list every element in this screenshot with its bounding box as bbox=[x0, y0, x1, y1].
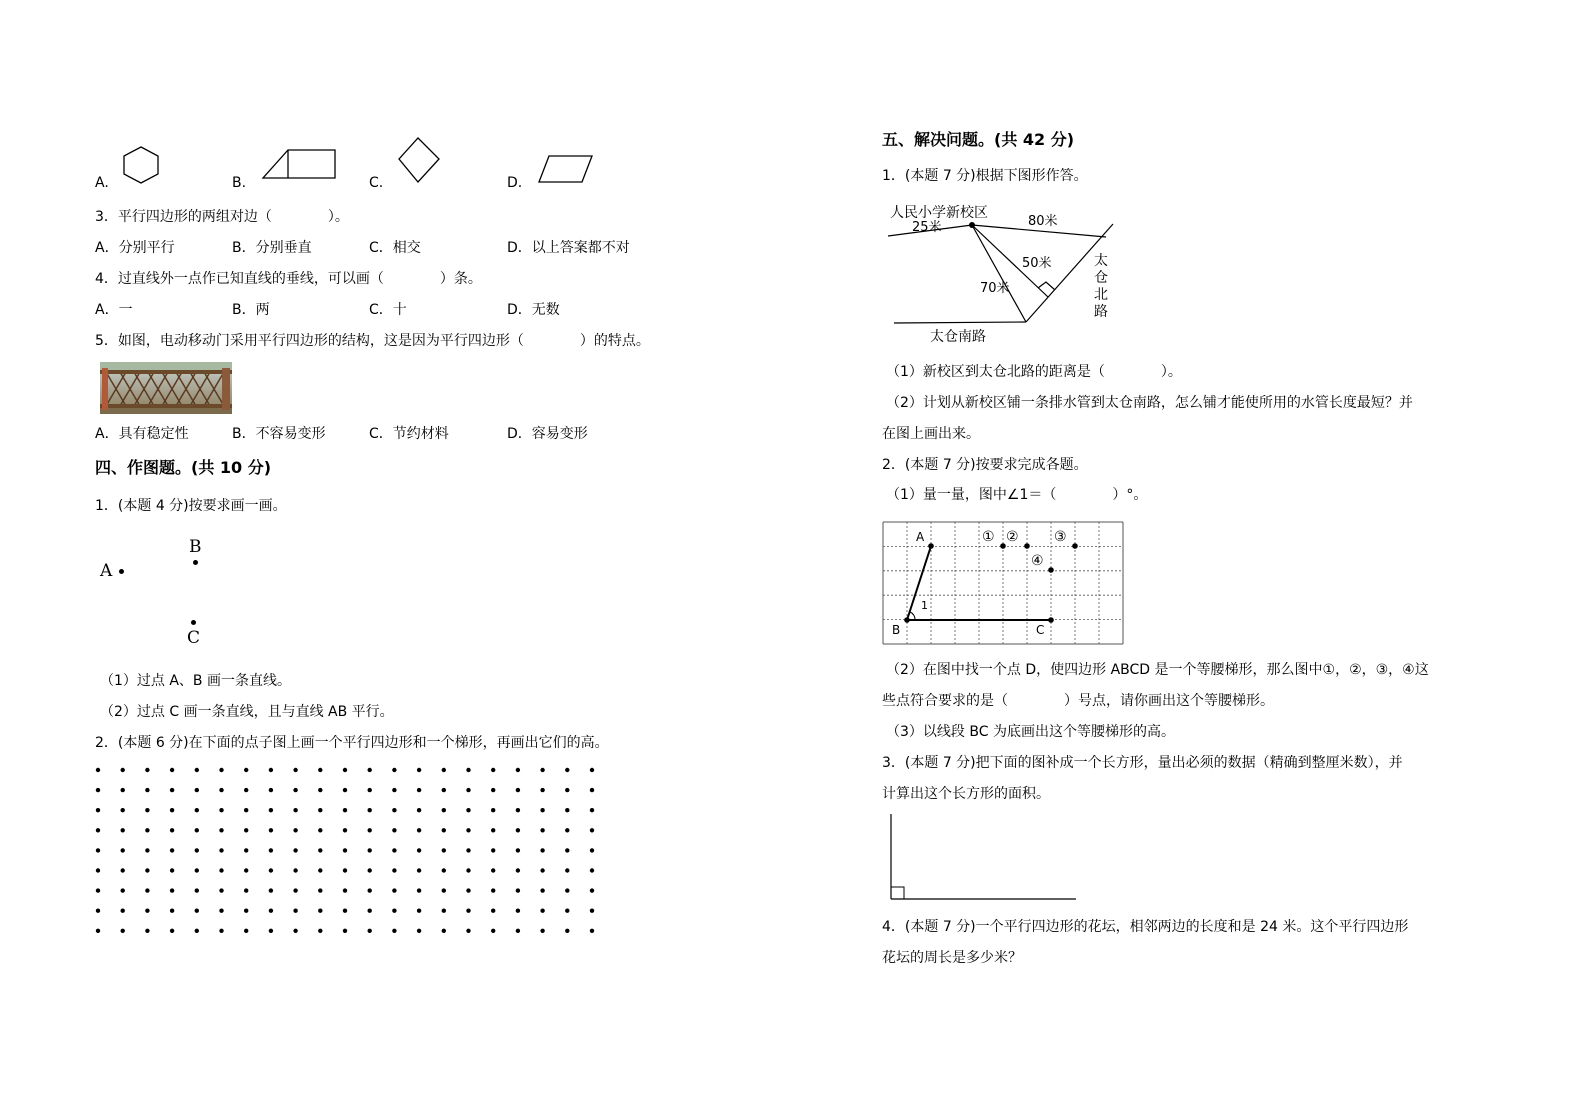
grid-dot bbox=[343, 888, 347, 892]
grid-dot bbox=[368, 848, 372, 852]
grid-dot bbox=[293, 828, 297, 832]
q3-option-d: D．以上答案都不对 bbox=[507, 240, 630, 256]
grid-dot bbox=[343, 929, 347, 933]
grid-dot bbox=[392, 788, 396, 792]
grid-dot bbox=[170, 909, 174, 913]
grid-dot bbox=[318, 788, 322, 792]
grid-dot bbox=[516, 768, 520, 772]
grid-dot bbox=[466, 868, 470, 872]
grid-dot bbox=[491, 828, 495, 832]
grid-dot bbox=[491, 929, 495, 933]
grid-point-a-label: A bbox=[916, 530, 925, 544]
grid-dot bbox=[392, 868, 396, 872]
grid-dot bbox=[368, 929, 372, 933]
q5-option-d: D．容易变形 bbox=[507, 426, 588, 442]
grid-dot bbox=[145, 868, 149, 872]
grid-dot bbox=[269, 788, 273, 792]
grid-dot bbox=[195, 888, 199, 892]
grid-dot bbox=[293, 808, 297, 812]
grid-dot bbox=[269, 888, 273, 892]
q4-option-c: C．十 bbox=[369, 302, 407, 318]
grid-dot bbox=[343, 828, 347, 832]
grid-dot bbox=[466, 768, 470, 772]
grid-dot bbox=[170, 788, 174, 792]
grid-dot bbox=[195, 828, 199, 832]
q4-stem: 4．过直线外一点作已知直线的垂线，可以画（ ）条。 bbox=[95, 271, 482, 287]
grid-dot bbox=[293, 848, 297, 852]
grid-dot bbox=[269, 909, 273, 913]
grid-dot bbox=[343, 909, 347, 913]
grid-dot bbox=[392, 768, 396, 772]
s5-q2-sub1: （1）量一量，图中∠1＝（ ）°。 bbox=[886, 487, 1148, 503]
grid-dot bbox=[590, 788, 594, 792]
trapezoid-with-rectangle-icon bbox=[260, 148, 338, 182]
section-4-title: 四、作图题。(共 10 分) bbox=[95, 458, 272, 477]
grid-dot bbox=[121, 828, 125, 832]
grid-dot bbox=[392, 888, 396, 892]
grid-dot bbox=[195, 808, 199, 812]
grid-dot bbox=[121, 909, 125, 913]
grid-dot bbox=[96, 868, 100, 872]
north-road-char-3: 北 bbox=[1094, 287, 1108, 303]
grid-dot bbox=[565, 788, 569, 792]
grid-dot bbox=[219, 808, 223, 812]
grid-dot bbox=[368, 868, 372, 872]
grid-dot bbox=[343, 788, 347, 792]
grid-dot bbox=[442, 868, 446, 872]
grid-dot bbox=[392, 808, 396, 812]
grid-dot bbox=[565, 868, 569, 872]
grid-dot bbox=[96, 848, 100, 852]
grid-dot bbox=[145, 929, 149, 933]
q2-option-d-label: D. bbox=[507, 175, 523, 191]
grid-dot bbox=[96, 888, 100, 892]
grid-dot bbox=[590, 848, 594, 852]
rhombus-icon bbox=[397, 136, 441, 184]
grid-dot bbox=[293, 888, 297, 892]
grid-dot bbox=[516, 909, 520, 913]
grid-dot bbox=[195, 848, 199, 852]
grid-dot bbox=[293, 868, 297, 872]
grid-dot bbox=[491, 909, 495, 913]
s4-q1-sub1: （1）过点 A、B 画一条直线。 bbox=[100, 673, 291, 689]
grid-dot bbox=[392, 909, 396, 913]
grid-dot bbox=[219, 909, 223, 913]
grid-point-1-label: ① bbox=[982, 529, 995, 545]
grid-dot bbox=[219, 929, 223, 933]
grid-dot bbox=[565, 888, 569, 892]
grid-dot bbox=[219, 848, 223, 852]
grid-dot bbox=[516, 868, 520, 872]
grid-dot bbox=[121, 808, 125, 812]
grid-dot bbox=[244, 828, 248, 832]
school-label: 人民小学新校区 bbox=[890, 205, 988, 221]
grid-point-4-label: ④ bbox=[1031, 553, 1044, 569]
grid-dot bbox=[244, 868, 248, 872]
grid-dot bbox=[565, 808, 569, 812]
section-5-title: 五、解决问题。(共 42 分) bbox=[882, 130, 1075, 149]
grid-dot bbox=[293, 909, 297, 913]
s5-q2-sub2-line2: 些点符合要求的是（ ）号点，请你画出这个等腰梯形。 bbox=[882, 693, 1274, 709]
grid-dot bbox=[170, 808, 174, 812]
grid-dot bbox=[442, 788, 446, 792]
s5-q1-stem: 1．(本题 7 分)根据下图形作答。 bbox=[882, 168, 1088, 184]
grid-dot bbox=[590, 868, 594, 872]
grid-dot bbox=[540, 768, 544, 772]
q2-option-b-label: B. bbox=[232, 175, 247, 191]
grid-dot bbox=[244, 808, 248, 812]
grid-dot bbox=[145, 848, 149, 852]
grid-dot bbox=[565, 909, 569, 913]
grid-dot bbox=[318, 888, 322, 892]
grid-dot bbox=[170, 868, 174, 872]
grid-dot bbox=[121, 929, 125, 933]
grid-dot bbox=[343, 848, 347, 852]
q5-stem: 5．如图，电动移动门采用平行四边形的结构，这是因为平行四边形（ ）的特点。 bbox=[95, 333, 650, 349]
q4-option-d: D．无数 bbox=[507, 302, 560, 318]
s5-q1-sub2-line1: （2）计划从新校区铺一条排水管到太仓南路，怎么铺才能使所用的水管长度最短？并 bbox=[886, 395, 1413, 411]
point-a-dot bbox=[119, 569, 124, 574]
grid-dot bbox=[244, 909, 248, 913]
grid-dot bbox=[540, 909, 544, 913]
q5-option-a: A．具有稳定性 bbox=[95, 426, 189, 442]
grid-dot bbox=[343, 868, 347, 872]
grid-dot bbox=[318, 909, 322, 913]
grid-dot bbox=[121, 868, 125, 872]
grid-dot bbox=[540, 929, 544, 933]
grid-dot bbox=[269, 768, 273, 772]
right-angle-figure bbox=[886, 812, 1080, 904]
grid-dot bbox=[417, 768, 421, 772]
grid-dot bbox=[540, 808, 544, 812]
grid-dot bbox=[491, 788, 495, 792]
grid-dot bbox=[121, 848, 125, 852]
grid-dot bbox=[145, 888, 149, 892]
grid-dot bbox=[466, 929, 470, 933]
parallelogram-icon bbox=[537, 154, 595, 184]
grid-dot bbox=[145, 808, 149, 812]
q5-option-b: B．不容易变形 bbox=[232, 426, 326, 442]
grid-dot bbox=[121, 888, 125, 892]
q4-option-a: A．一 bbox=[95, 302, 133, 318]
grid-dot bbox=[491, 848, 495, 852]
grid-dot bbox=[368, 888, 372, 892]
grid-dot bbox=[590, 888, 594, 892]
grid-dot bbox=[516, 848, 520, 852]
grid-dot bbox=[466, 909, 470, 913]
grid-dot bbox=[368, 768, 372, 772]
grid-dot bbox=[417, 909, 421, 913]
point-b-dot bbox=[193, 560, 198, 565]
grid-dot bbox=[318, 768, 322, 772]
s5-q4-line2: 花坛的周长是多少米？ bbox=[882, 950, 1022, 966]
grid-dot bbox=[368, 788, 372, 792]
distance-25-label: 25米 bbox=[912, 220, 942, 235]
grid-dot bbox=[368, 808, 372, 812]
grid-dot bbox=[318, 828, 322, 832]
grid-dot bbox=[392, 848, 396, 852]
grid-dot bbox=[491, 808, 495, 812]
grid-dot bbox=[540, 868, 544, 872]
s4-q1-stem: 1．(本题 4 分)按要求画一画。 bbox=[95, 498, 287, 514]
grid-dot bbox=[442, 929, 446, 933]
grid-dot bbox=[442, 848, 446, 852]
grid-dot bbox=[590, 768, 594, 772]
grid-dot bbox=[244, 768, 248, 772]
grid-dot bbox=[590, 929, 594, 933]
grid-dot bbox=[590, 909, 594, 913]
grid-dot bbox=[565, 929, 569, 933]
grid-dot bbox=[145, 788, 149, 792]
grid-dot bbox=[195, 929, 199, 933]
q5-option-c: C．节约材料 bbox=[369, 426, 449, 442]
s5-q1-sub2-line2: 在图上画出来。 bbox=[882, 426, 980, 442]
grid-dot bbox=[219, 888, 223, 892]
grid-dot bbox=[195, 909, 199, 913]
grid-dot bbox=[195, 868, 199, 872]
grid-dot bbox=[417, 929, 421, 933]
grid-dot bbox=[318, 808, 322, 812]
grid-dot bbox=[590, 828, 594, 832]
grid-dot bbox=[145, 828, 149, 832]
north-road-char-1: 太 bbox=[1094, 253, 1108, 269]
square-grid-figure bbox=[881, 520, 1125, 648]
grid-dot bbox=[491, 768, 495, 772]
grid-dot bbox=[392, 929, 396, 933]
grid-dot bbox=[219, 768, 223, 772]
grid-dot bbox=[96, 828, 100, 832]
hexagon-icon bbox=[122, 145, 160, 185]
grid-dot bbox=[417, 888, 421, 892]
grid-dot bbox=[170, 848, 174, 852]
q2-option-c-label: C. bbox=[369, 175, 384, 191]
grid-dot bbox=[269, 929, 273, 933]
grid-point-c-label: C bbox=[1036, 623, 1045, 637]
grid-dot bbox=[343, 768, 347, 772]
distance-80-label: 80米 bbox=[1028, 214, 1058, 229]
distance-50-label: 50米 bbox=[1022, 256, 1052, 271]
grid-dot bbox=[343, 808, 347, 812]
grid-dot bbox=[170, 768, 174, 772]
s5-q4-line1: 4．(本题 7 分)一个平行四边形的花坛，相邻两边的长度和是 24 米。这个平行四边形 bbox=[882, 919, 1409, 935]
s5-q3-line2: 计算出这个长方形的面积。 bbox=[882, 786, 1050, 802]
grid-dot bbox=[466, 888, 470, 892]
grid-dot bbox=[195, 768, 199, 772]
s5-q2-sub2-line1: （2）在图中找一个点 D，使四边形 ABCD 是一个等腰梯形，那么图中①，②，③，④这 bbox=[886, 662, 1429, 678]
grid-dot bbox=[516, 808, 520, 812]
grid-dot bbox=[516, 828, 520, 832]
grid-dot bbox=[293, 788, 297, 792]
grid-dot bbox=[565, 848, 569, 852]
grid-dot bbox=[219, 828, 223, 832]
point-c-dot bbox=[191, 620, 196, 625]
s5-q3-line1: 3．(本题 7 分)把下面的图补成一个长方形，量出必须的数据（精确到整厘米数），并 bbox=[882, 755, 1403, 771]
grid-dot bbox=[318, 929, 322, 933]
s5-q2-sub3: （3）以线段 BC 为底画出这个等腰梯形的高。 bbox=[886, 724, 1175, 740]
south-road-label: 太仓南路 bbox=[930, 329, 986, 344]
north-road-char-2: 仓 bbox=[1094, 270, 1108, 286]
dot-grid bbox=[90, 762, 605, 938]
grid-dot bbox=[442, 768, 446, 772]
grid-dot bbox=[442, 828, 446, 832]
grid-dot bbox=[145, 768, 149, 772]
grid-dot bbox=[417, 808, 421, 812]
grid-dot bbox=[466, 828, 470, 832]
s5-q1-sub1: （1）新校区到太仓北路的距离是（ ）。 bbox=[886, 364, 1182, 380]
grid-dot bbox=[417, 868, 421, 872]
grid-dot bbox=[170, 888, 174, 892]
grid-dot bbox=[96, 788, 100, 792]
grid-dot bbox=[516, 929, 520, 933]
grid-dot bbox=[170, 828, 174, 832]
grid-dot bbox=[540, 788, 544, 792]
point-c-label: C bbox=[187, 628, 201, 648]
grid-dot bbox=[466, 788, 470, 792]
grid-dot bbox=[565, 768, 569, 772]
grid-dot bbox=[368, 909, 372, 913]
grid-dot bbox=[442, 808, 446, 812]
grid-dot bbox=[145, 909, 149, 913]
point-b-label: B bbox=[189, 537, 202, 557]
grid-dot bbox=[442, 909, 446, 913]
grid-dot bbox=[244, 929, 248, 933]
grid-dot bbox=[590, 808, 594, 812]
grid-dot bbox=[540, 828, 544, 832]
angle-1-label: 1 bbox=[921, 599, 928, 612]
grid-dot bbox=[269, 808, 273, 812]
grid-dot bbox=[219, 868, 223, 872]
grid-dot bbox=[244, 788, 248, 792]
grid-point-2-label: ② bbox=[1006, 529, 1019, 545]
grid-dot bbox=[244, 888, 248, 892]
grid-dot bbox=[269, 848, 273, 852]
grid-dot bbox=[417, 828, 421, 832]
grid-dot bbox=[466, 848, 470, 852]
point-a-label: A bbox=[100, 561, 113, 581]
grid-dot bbox=[516, 888, 520, 892]
north-road-char-4: 路 bbox=[1094, 304, 1108, 320]
grid-dot bbox=[293, 768, 297, 772]
q3-option-a: A．分别平行 bbox=[95, 240, 175, 256]
grid-dot bbox=[540, 888, 544, 892]
grid-dot bbox=[565, 828, 569, 832]
grid-dot bbox=[96, 929, 100, 933]
grid-point-b-label: B bbox=[892, 623, 901, 637]
q4-option-b: B．两 bbox=[232, 302, 270, 318]
grid-dot bbox=[195, 788, 199, 792]
grid-dot bbox=[269, 868, 273, 872]
grid-dot bbox=[392, 828, 396, 832]
grid-dot bbox=[121, 788, 125, 792]
grid-dot bbox=[121, 768, 125, 772]
grid-dot bbox=[417, 788, 421, 792]
grid-dot bbox=[417, 848, 421, 852]
grid-dot bbox=[219, 788, 223, 792]
distance-70-label: 70米 bbox=[980, 281, 1010, 296]
grid-dot bbox=[96, 808, 100, 812]
electric-gate-photo bbox=[100, 362, 232, 414]
grid-dot bbox=[491, 868, 495, 872]
grid-dot bbox=[96, 768, 100, 772]
grid-dot bbox=[170, 929, 174, 933]
grid-dot bbox=[244, 848, 248, 852]
road-map-figure bbox=[888, 196, 1128, 344]
s4-q1-sub2: （2）过点 C 画一条直线，且与直线 AB 平行。 bbox=[100, 704, 394, 720]
s5-q2-stem: 2．(本题 7 分)按要求完成各题。 bbox=[882, 457, 1088, 473]
grid-dot bbox=[466, 808, 470, 812]
q3-stem: 3．平行四边形的两组对边（ ）。 bbox=[95, 209, 349, 225]
grid-dot bbox=[318, 868, 322, 872]
grid-dot bbox=[442, 888, 446, 892]
grid-dot bbox=[491, 888, 495, 892]
q2-option-a-label: A. bbox=[95, 175, 109, 191]
grid-dot bbox=[318, 848, 322, 852]
q3-option-c: C．相交 bbox=[369, 240, 421, 256]
grid-point-3-label: ③ bbox=[1054, 529, 1067, 545]
grid-dot bbox=[293, 929, 297, 933]
grid-dot bbox=[540, 848, 544, 852]
q3-option-b: B．分别垂直 bbox=[232, 240, 312, 256]
grid-dot bbox=[368, 828, 372, 832]
s4-q2-stem: 2．(本题 6 分)在下面的点子图上画一个平行四边形和一个梯形，再画出它们的高。 bbox=[95, 735, 609, 751]
grid-dot bbox=[269, 828, 273, 832]
grid-dot bbox=[96, 909, 100, 913]
grid-dot bbox=[516, 788, 520, 792]
